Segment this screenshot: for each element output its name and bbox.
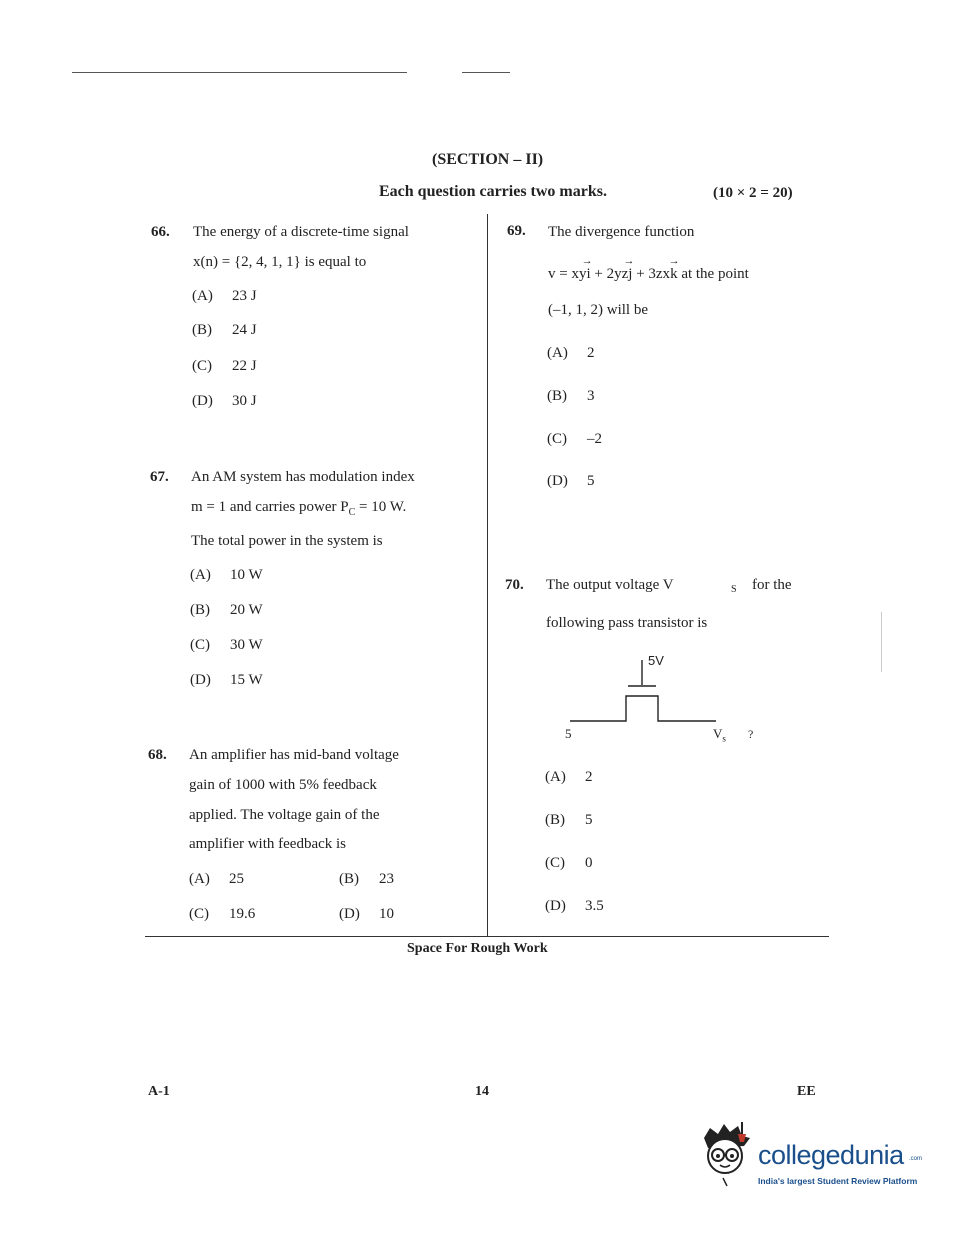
question-67-line-3: The total power in the system is — [191, 533, 383, 549]
option-text: 30 W — [230, 637, 263, 653]
question-70-line-1-sub: S — [731, 584, 737, 595]
marks-total: (10 × 2 = 20) — [713, 185, 793, 201]
rough-work-label: Space For Rough Work — [407, 941, 548, 956]
option-label: (A) — [190, 567, 211, 583]
unit-vector-j: → j — [628, 266, 632, 283]
question-67-line-2 — [191, 499, 406, 518]
option-text: 30 J — [232, 393, 257, 409]
option-label: (B) — [339, 871, 359, 887]
marks-instruction: Each question carries two marks. — [379, 183, 607, 200]
option-label: (B) — [190, 602, 210, 618]
question-69-number: 69. — [507, 223, 526, 239]
output-voltage-label — [713, 726, 726, 744]
question-66-line-1: The energy of a discrete-time signal — [193, 224, 409, 240]
question-68-line-2: gain of 1000 with 5% feedback — [189, 777, 377, 793]
unit-vector-k: → k — [670, 266, 678, 283]
question-70-option-b — [545, 812, 593, 829]
equation-part: xy — [571, 266, 587, 282]
option-label: (B) — [545, 812, 565, 828]
supply-label: 5V — [648, 653, 664, 668]
bottom-rule — [145, 936, 829, 937]
option-label: (D) — [190, 672, 211, 688]
input-voltage-label: 5 — [565, 726, 572, 741]
question-68-line-1: An amplifier has mid-band voltage — [189, 747, 399, 763]
option-label: (A) — [547, 345, 568, 361]
output-query-mark: ? — [748, 727, 754, 741]
option-text: –2 — [587, 431, 602, 447]
question-70-number: 70. — [505, 577, 524, 593]
option-text: 3.5 — [585, 898, 604, 914]
scan-mark — [881, 612, 882, 672]
question-70-line-2: following pass transistor is — [546, 615, 708, 631]
question-69-option-c — [547, 431, 602, 448]
question-66-option-d — [192, 393, 257, 410]
option-text: 2 — [585, 769, 593, 785]
option-text: 23 — [379, 871, 394, 887]
question-68-line-3: applied. The voltage gain of the — [189, 807, 380, 823]
equation-part: + 2yz — [590, 266, 629, 282]
subscript: s — [722, 733, 726, 744]
top-rule-left — [72, 72, 407, 73]
question-66-line-2: x(n) = {2, 4, 1, 1} is equal to — [193, 254, 367, 270]
transistor-channel — [570, 696, 716, 721]
page-number: 14 — [475, 1084, 489, 1099]
booklet-code: A-1 — [148, 1084, 170, 1099]
question-67-option-d — [190, 672, 263, 689]
question-67-option-b — [190, 602, 263, 619]
option-label: (C) — [190, 637, 210, 653]
question-66-number: 66. — [151, 224, 170, 240]
option-text: 19.6 — [229, 906, 256, 922]
question-69-option-d — [547, 473, 595, 490]
line-text: m = 1 and carries power P — [191, 499, 349, 515]
pass-transistor-circuit — [560, 650, 780, 750]
option-text: 10 — [379, 906, 394, 922]
option-text: 2 — [587, 345, 595, 361]
line-text: = 10 W. — [355, 499, 407, 515]
option-text: 22 J — [232, 358, 257, 374]
equation-part: v = — [548, 266, 572, 282]
option-label: (D) — [547, 473, 568, 489]
question-68-option-b — [339, 871, 394, 888]
option-text: 20 W — [230, 602, 263, 618]
option-text: 5 — [585, 812, 593, 828]
question-68-option-c — [189, 906, 255, 923]
label-text: V — [713, 726, 723, 741]
column-divider — [487, 214, 488, 936]
question-66-option-c — [192, 358, 257, 375]
option-label: (C) — [545, 855, 565, 871]
question-70-option-c — [545, 855, 593, 872]
question-68-number: 68. — [148, 747, 167, 763]
option-label: (A) — [192, 288, 213, 304]
option-text: 5 — [587, 473, 595, 489]
option-label: (D) — [545, 898, 566, 914]
brand-name: collegedunia — [758, 1140, 904, 1170]
line-text: The output voltage V — [546, 577, 674, 593]
option-text: 0 — [585, 855, 593, 871]
option-text: 24 J — [232, 322, 257, 338]
question-70-option-a — [545, 769, 593, 786]
question-67-option-c — [190, 637, 263, 654]
option-label: (B) — [192, 322, 212, 338]
question-67-number: 67. — [150, 469, 169, 485]
question-69-option-b — [547, 388, 595, 405]
question-69-line-1: The divergence function — [548, 224, 695, 240]
question-66-option-a — [192, 288, 257, 305]
subscript: C — [348, 507, 356, 518]
option-label: (B) — [547, 388, 567, 404]
subject-code: EE — [797, 1084, 816, 1099]
option-text: 10 W — [230, 567, 263, 583]
brand-suffix: .com — [909, 1156, 923, 1162]
question-69-line-3: (–1, 1, 2) will be — [548, 302, 648, 318]
option-label: (C) — [192, 358, 212, 374]
question-66-option-b — [192, 322, 257, 339]
question-70-option-d — [545, 898, 604, 915]
option-label: (D) — [339, 906, 360, 922]
mascot-logo-icon — [698, 1118, 756, 1188]
option-label: (C) — [547, 431, 567, 447]
equation-part: at the point — [677, 266, 749, 282]
question-68-line-4: amplifier with feedback is — [189, 836, 347, 852]
question-69-option-a — [547, 345, 595, 362]
question-70-line-1-tail: for the — [752, 577, 792, 593]
option-text: 23 J — [232, 288, 257, 304]
option-text: 15 W — [230, 672, 263, 688]
question-68-option-a — [189, 871, 244, 888]
option-text: 3 — [587, 388, 595, 404]
option-label: (C) — [189, 906, 209, 922]
option-label: (A) — [545, 769, 566, 785]
option-label: (D) — [192, 393, 213, 409]
unit-vector-i: → i — [586, 266, 590, 283]
question-68-option-d — [339, 906, 394, 923]
section-title: (SECTION – II) — [432, 151, 544, 168]
question-67-line-1: An AM system has modulation index — [191, 469, 415, 485]
question-67-option-a — [190, 567, 263, 584]
top-rule-right — [462, 72, 510, 73]
option-text: 25 — [229, 871, 244, 887]
brand-tagline: India's largest Student Review Platform — [758, 1176, 918, 1186]
option-label: (A) — [189, 871, 210, 887]
equation-part: + 3zx — [632, 266, 671, 282]
question-69-equation — [548, 266, 749, 283]
